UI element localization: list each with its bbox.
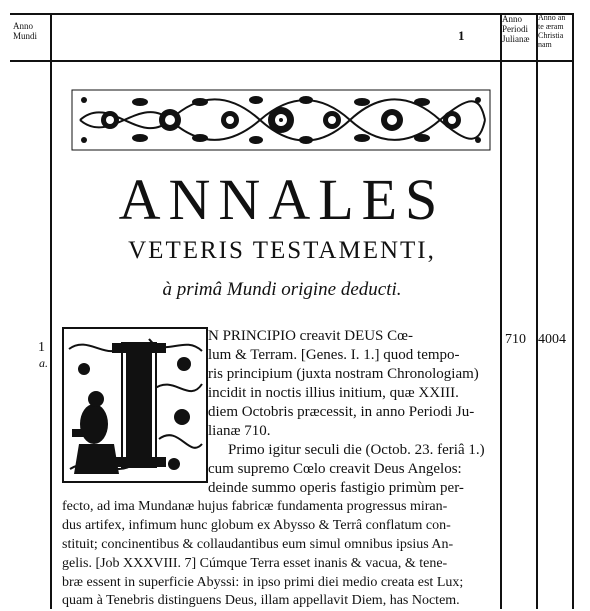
body-line: cum supremo Cœlo creavit Deus Angelos: bbox=[208, 461, 462, 477]
body-line: deinde summo operis fastigio primùm per- bbox=[208, 480, 464, 496]
body-line: lianæ 710. bbox=[208, 423, 271, 439]
header-anno-aeram-line: te æram bbox=[538, 22, 564, 31]
header-anno-aeram-line: nam bbox=[538, 40, 552, 49]
right-edge-rule bbox=[572, 13, 574, 609]
header-rule bbox=[10, 60, 572, 62]
title-subsub: à primâ Mundi origine deducti. bbox=[162, 279, 402, 300]
floral-ornament-band bbox=[70, 88, 492, 152]
margin-year: 1 bbox=[38, 340, 45, 355]
header-anno-periodi-line: Periodi bbox=[502, 24, 528, 34]
header-anno-mundi-line: Mundi bbox=[13, 31, 38, 41]
header-anno-periodi-line: Julianæ bbox=[502, 34, 530, 44]
body-line: lum & Terram. [Genes. I. 1.] quod tempo- bbox=[208, 347, 460, 363]
left-column-rule bbox=[50, 13, 52, 609]
header-anno-aeram-line: Christia bbox=[538, 31, 564, 40]
body-line: stituit; concinentibus & collaudantibus eum simul omnibus ipsius An- bbox=[62, 537, 454, 552]
title-sub: VETERIS TESTAMENTI, bbox=[128, 237, 436, 264]
page-number: 1 bbox=[458, 28, 465, 43]
title-main: ANNALES bbox=[118, 167, 446, 232]
body-line: N PRINCIPIO creavit DEUS Cœ- bbox=[208, 328, 413, 344]
body-line: quam à Tenebris distinguens Deus, illam appellavit Diem, has Noctem. bbox=[62, 593, 460, 608]
margin-note: a. bbox=[39, 356, 48, 370]
bc-column-rule bbox=[536, 13, 538, 609]
body-line: fecto, ad ima Mundanæ hujus fabricæ fundamenta progressus miran- bbox=[62, 499, 448, 514]
body-line: bræ essent in superficie Abyssi: in ipso primi diei medio creata est Lux; bbox=[62, 575, 464, 590]
top-rule bbox=[10, 13, 572, 15]
decorated-initial bbox=[62, 327, 208, 483]
body-line: ris principium (juxta nostram Chronologiam) bbox=[208, 366, 479, 382]
header-anno-mundi-line: Anno bbox=[13, 21, 33, 31]
body-line: Primo igitur seculi die (Octob. 23. feriâ 1.) bbox=[228, 442, 485, 458]
header-anno-periodi-line: Anno bbox=[502, 14, 522, 24]
body-line: incidit in noctis illius initium, quæ XXIII. bbox=[208, 385, 459, 401]
julian-year: 710 bbox=[505, 332, 526, 347]
julian-column-rule bbox=[500, 13, 502, 609]
bc-year: 4004 bbox=[538, 332, 566, 347]
initial-illustration bbox=[64, 329, 206, 481]
body-line: gelis. [Job XXXVIII. 7] Cúmque Terra esset inanis & vacua, & tene- bbox=[62, 556, 448, 571]
body-line: diem Octobris præcessit, in anno Periodi Ju- bbox=[208, 404, 475, 420]
header-anno-mundi bbox=[13, 21, 37, 41]
header-anno-aeram bbox=[538, 13, 565, 49]
header-anno-aeram-line: Anno an bbox=[538, 13, 566, 22]
header-anno-periodi bbox=[502, 14, 530, 44]
body-line: dus artifex, infimum hunc globum ex Abysso & Terrâ conflatum con- bbox=[62, 518, 451, 533]
